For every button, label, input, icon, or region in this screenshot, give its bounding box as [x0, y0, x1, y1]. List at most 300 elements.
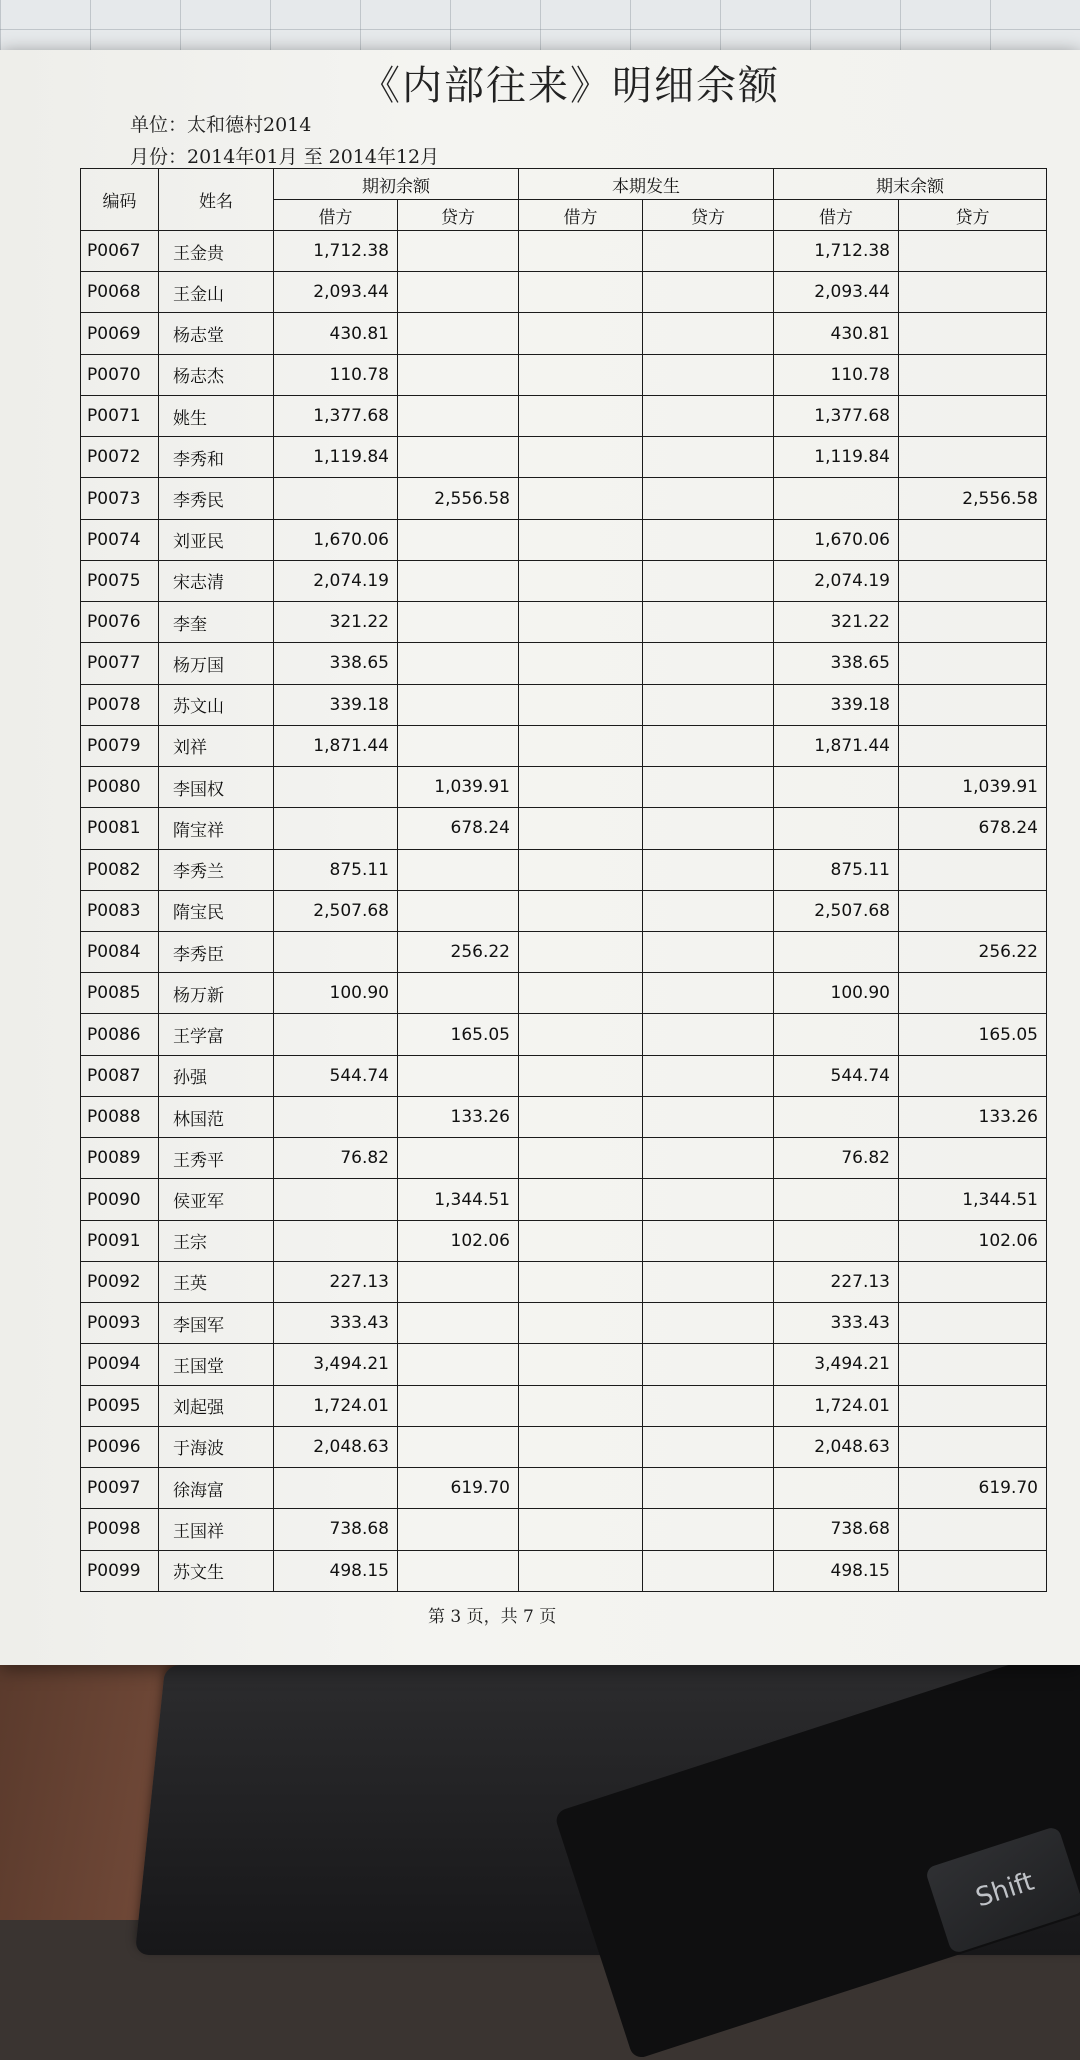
- header-name: 姓名: [159, 169, 274, 231]
- opening-debit-cell: 339.18: [274, 684, 398, 725]
- current-credit-cell: [643, 1426, 774, 1467]
- current-credit-cell: [643, 519, 774, 560]
- closing-debit-cell: 1,712.38: [774, 231, 899, 272]
- document-title: 《内部往来》明细余额: [360, 63, 780, 109]
- opening-credit-cell: [398, 1509, 519, 1550]
- row-name: 王英: [159, 1261, 274, 1302]
- current-credit-cell: [643, 313, 774, 354]
- current-debit-cell: [519, 602, 643, 643]
- opening-debit-cell: 1,377.68: [274, 395, 398, 436]
- row-code: P0068: [81, 272, 159, 313]
- row-code: P0091: [81, 1220, 159, 1261]
- row-name: 王国堂: [159, 1344, 274, 1385]
- opening-debit-cell: [274, 1179, 398, 1220]
- opening-credit-cell: [398, 602, 519, 643]
- row-name: 李秀和: [159, 437, 274, 478]
- opening-credit-cell: 133.26: [398, 1096, 519, 1137]
- current-debit-cell: [519, 313, 643, 354]
- current-debit-cell: [519, 1509, 643, 1550]
- opening-credit-cell: [398, 1138, 519, 1179]
- opening-debit-cell: [274, 1014, 398, 1055]
- row-name: 杨志堂: [159, 313, 274, 354]
- opening-debit-cell: 2,048.63: [274, 1426, 398, 1467]
- table-row: [81, 849, 1047, 890]
- closing-credit-cell: [899, 354, 1047, 395]
- row-name: 李秀臣: [159, 931, 274, 972]
- current-credit-cell: [643, 437, 774, 478]
- row-name: 于海波: [159, 1426, 274, 1467]
- table-row: [81, 478, 1047, 519]
- closing-credit-cell: [899, 1138, 1047, 1179]
- closing-debit-cell: [774, 1468, 899, 1509]
- header-closing-debit: 借方: [774, 200, 899, 231]
- row-code: P0092: [81, 1261, 159, 1302]
- row-code: P0086: [81, 1014, 159, 1055]
- current-credit-cell: [643, 1179, 774, 1220]
- current-debit-cell: [519, 1344, 643, 1385]
- current-debit-cell: [519, 643, 643, 684]
- row-name: 王秀平: [159, 1138, 274, 1179]
- current-credit-cell: [643, 643, 774, 684]
- row-code: P0076: [81, 602, 159, 643]
- period-line: 月份：2014年01月 至 2014年12月: [130, 146, 440, 168]
- closing-debit-cell: 321.22: [774, 602, 899, 643]
- opening-debit-cell: [274, 1468, 398, 1509]
- current-credit-cell: [643, 1261, 774, 1302]
- header-closing-balance: 期末余额: [774, 169, 1047, 200]
- row-name: 李秀民: [159, 478, 274, 519]
- closing-debit-cell: 1,871.44: [774, 725, 899, 766]
- row-name: 刘亚民: [159, 519, 274, 560]
- row-code: P0098: [81, 1509, 159, 1550]
- current-debit-cell: [519, 231, 643, 272]
- opening-debit-cell: [274, 478, 398, 519]
- opening-credit-cell: [398, 1261, 519, 1302]
- closing-debit-cell: 738.68: [774, 1509, 899, 1550]
- row-code: P0079: [81, 725, 159, 766]
- current-credit-cell: [643, 1055, 774, 1096]
- row-code: P0088: [81, 1096, 159, 1137]
- table-row: [81, 684, 1047, 725]
- closing-debit-cell: [774, 478, 899, 519]
- row-name: 刘起强: [159, 1385, 274, 1426]
- table-row: [81, 354, 1047, 395]
- closing-debit-cell: 1,724.01: [774, 1385, 899, 1426]
- row-code: P0089: [81, 1138, 159, 1179]
- table-row: [81, 272, 1047, 313]
- balance-table: [80, 168, 1047, 1592]
- closing-credit-cell: [899, 849, 1047, 890]
- closing-debit-cell: 2,507.68: [774, 890, 899, 931]
- opening-credit-cell: [398, 1550, 519, 1592]
- row-name: 李奎: [159, 602, 274, 643]
- closing-credit-cell: [899, 1303, 1047, 1344]
- table-row: [81, 1014, 1047, 1055]
- closing-debit-cell: 1,119.84: [774, 437, 899, 478]
- opening-credit-cell: [398, 313, 519, 354]
- row-code: P0097: [81, 1468, 159, 1509]
- row-code: P0094: [81, 1344, 159, 1385]
- row-name: 王国祥: [159, 1509, 274, 1550]
- table-row: [81, 1179, 1047, 1220]
- opening-debit-cell: 110.78: [274, 354, 398, 395]
- opening-credit-cell: [398, 1344, 519, 1385]
- closing-debit-cell: 2,074.19: [774, 560, 899, 601]
- row-name: 侯亚军: [159, 1179, 274, 1220]
- opening-debit-cell: 321.22: [274, 602, 398, 643]
- current-credit-cell: [643, 767, 774, 808]
- table-row: [81, 1468, 1047, 1509]
- opening-credit-cell: [398, 849, 519, 890]
- row-code: P0085: [81, 973, 159, 1014]
- current-debit-cell: [519, 1138, 643, 1179]
- opening-debit-cell: 76.82: [274, 1138, 398, 1179]
- closing-debit-cell: 544.74: [774, 1055, 899, 1096]
- table-row: [81, 560, 1047, 601]
- row-code: P0083: [81, 890, 159, 931]
- table-row: [81, 1344, 1047, 1385]
- closing-debit-cell: [774, 1096, 899, 1137]
- current-debit-cell: [519, 1055, 643, 1096]
- header-current-debit: 借方: [519, 200, 643, 231]
- row-code: P0078: [81, 684, 159, 725]
- table-row: [81, 973, 1047, 1014]
- current-credit-cell: [643, 1550, 774, 1592]
- table-row: [81, 1096, 1047, 1137]
- opening-debit-cell: 100.90: [274, 973, 398, 1014]
- row-name: 徐海富: [159, 1468, 274, 1509]
- row-code: P0084: [81, 931, 159, 972]
- table-body: [81, 231, 1047, 1592]
- table-row: [81, 1303, 1047, 1344]
- table-row: [81, 313, 1047, 354]
- opening-credit-cell: [398, 1055, 519, 1096]
- row-name: 苏文山: [159, 684, 274, 725]
- closing-debit-cell: [774, 808, 899, 849]
- closing-credit-cell: [899, 643, 1047, 684]
- table-row: [81, 643, 1047, 684]
- opening-debit-cell: 1,712.38: [274, 231, 398, 272]
- opening-credit-cell: [398, 560, 519, 601]
- closing-debit-cell: 3,494.21: [774, 1344, 899, 1385]
- current-credit-cell: [643, 1096, 774, 1137]
- row-code: P0074: [81, 519, 159, 560]
- current-credit-cell: [643, 1220, 774, 1261]
- table-row: [81, 931, 1047, 972]
- current-debit-cell: [519, 354, 643, 395]
- current-credit-cell: [643, 560, 774, 601]
- opening-credit-cell: 1,039.91: [398, 767, 519, 808]
- table-row: [81, 1055, 1047, 1096]
- opening-credit-cell: [398, 1385, 519, 1426]
- current-credit-cell: [643, 684, 774, 725]
- current-debit-cell: [519, 1179, 643, 1220]
- row-name: 孙强: [159, 1055, 274, 1096]
- current-debit-cell: [519, 973, 643, 1014]
- current-credit-cell: [643, 354, 774, 395]
- row-code: P0070: [81, 354, 159, 395]
- closing-credit-cell: [899, 519, 1047, 560]
- closing-credit-cell: [899, 313, 1047, 354]
- opening-debit-cell: [274, 931, 398, 972]
- current-credit-cell: [643, 1509, 774, 1550]
- closing-credit-cell: [899, 560, 1047, 601]
- table-row: [81, 725, 1047, 766]
- closing-debit-cell: 338.65: [774, 643, 899, 684]
- table-row: [81, 1138, 1047, 1179]
- opening-debit-cell: 2,074.19: [274, 560, 398, 601]
- current-debit-cell: [519, 437, 643, 478]
- row-code: P0081: [81, 808, 159, 849]
- closing-credit-cell: [899, 272, 1047, 313]
- row-code: P0071: [81, 395, 159, 436]
- current-debit-cell: [519, 1220, 643, 1261]
- row-name: 杨万新: [159, 973, 274, 1014]
- current-credit-cell: [643, 849, 774, 890]
- opening-credit-cell: [398, 519, 519, 560]
- table-row: [81, 808, 1047, 849]
- current-credit-cell: [643, 890, 774, 931]
- current-debit-cell: [519, 1468, 643, 1509]
- header-opening-debit: 借方: [274, 200, 398, 231]
- current-credit-cell: [643, 395, 774, 436]
- current-debit-cell: [519, 1096, 643, 1137]
- opening-debit-cell: 1,724.01: [274, 1385, 398, 1426]
- header-closing-credit: 贷方: [899, 200, 1047, 231]
- opening-debit-cell: 333.43: [274, 1303, 398, 1344]
- closing-debit-cell: [774, 1220, 899, 1261]
- table-row: [81, 437, 1047, 478]
- closing-credit-cell: [899, 1261, 1047, 1302]
- current-debit-cell: [519, 519, 643, 560]
- current-credit-cell: [643, 478, 774, 519]
- closing-debit-cell: [774, 767, 899, 808]
- table-row: [81, 767, 1047, 808]
- row-name: 王学富: [159, 1014, 274, 1055]
- opening-debit-cell: 498.15: [274, 1550, 398, 1592]
- opening-debit-cell: 1,119.84: [274, 437, 398, 478]
- closing-credit-cell: [899, 973, 1047, 1014]
- opening-credit-cell: 2,556.58: [398, 478, 519, 519]
- row-code: P0095: [81, 1385, 159, 1426]
- current-debit-cell: [519, 1303, 643, 1344]
- header-current-credit: 贷方: [643, 200, 774, 231]
- opening-debit-cell: 1,670.06: [274, 519, 398, 560]
- row-name: 隋宝祥: [159, 808, 274, 849]
- current-debit-cell: [519, 560, 643, 601]
- row-code: P0082: [81, 849, 159, 890]
- closing-debit-cell: 76.82: [774, 1138, 899, 1179]
- row-name: 李国军: [159, 1303, 274, 1344]
- row-code: P0075: [81, 560, 159, 601]
- closing-credit-cell: [899, 1509, 1047, 1550]
- closing-debit-cell: 875.11: [774, 849, 899, 890]
- opening-debit-cell: [274, 767, 398, 808]
- opening-credit-cell: [398, 1426, 519, 1467]
- opening-debit-cell: 875.11: [274, 849, 398, 890]
- closing-debit-cell: 2,048.63: [774, 1426, 899, 1467]
- opening-credit-cell: 1,344.51: [398, 1179, 519, 1220]
- opening-credit-cell: [398, 725, 519, 766]
- opening-debit-cell: 1,871.44: [274, 725, 398, 766]
- opening-credit-cell: 256.22: [398, 931, 519, 972]
- header-opening-balance: 期初余额: [274, 169, 519, 200]
- current-debit-cell: [519, 890, 643, 931]
- table-row: [81, 1220, 1047, 1261]
- header-current-period: 本期发生: [519, 169, 774, 200]
- opening-credit-cell: [398, 395, 519, 436]
- opening-credit-cell: 678.24: [398, 808, 519, 849]
- closing-credit-cell: 2,556.58: [899, 478, 1047, 519]
- opening-credit-cell: [398, 1303, 519, 1344]
- current-debit-cell: [519, 1261, 643, 1302]
- closing-credit-cell: 1,039.91: [899, 767, 1047, 808]
- opening-debit-cell: 227.13: [274, 1261, 398, 1302]
- row-name: 李国权: [159, 767, 274, 808]
- row-code: P0093: [81, 1303, 159, 1344]
- opening-debit-cell: [274, 808, 398, 849]
- table-row: [81, 1550, 1047, 1592]
- current-debit-cell: [519, 1014, 643, 1055]
- closing-credit-cell: [899, 725, 1047, 766]
- opening-debit-cell: 430.81: [274, 313, 398, 354]
- closing-credit-cell: [899, 1385, 1047, 1426]
- current-debit-cell: [519, 725, 643, 766]
- row-name: 宋志清: [159, 560, 274, 601]
- closing-credit-cell: [899, 1550, 1047, 1592]
- opening-debit-cell: 738.68: [274, 1509, 398, 1550]
- current-credit-cell: [643, 1468, 774, 1509]
- header-code: 编码: [81, 169, 159, 231]
- current-debit-cell: [519, 1426, 643, 1467]
- row-name: 杨志杰: [159, 354, 274, 395]
- row-code: P0087: [81, 1055, 159, 1096]
- row-name: 隋宝民: [159, 890, 274, 931]
- current-debit-cell: [519, 1385, 643, 1426]
- opening-credit-cell: [398, 272, 519, 313]
- opening-credit-cell: [398, 890, 519, 931]
- closing-debit-cell: [774, 931, 899, 972]
- closing-debit-cell: 227.13: [774, 1261, 899, 1302]
- row-code: P0099: [81, 1550, 159, 1592]
- current-credit-cell: [643, 725, 774, 766]
- current-credit-cell: [643, 1138, 774, 1179]
- shift-key-label: Shift: [972, 1866, 1038, 1914]
- closing-credit-cell: 619.70: [899, 1468, 1047, 1509]
- table-header-row: [81, 169, 1047, 200]
- opening-debit-cell: [274, 1096, 398, 1137]
- current-debit-cell: [519, 849, 643, 890]
- table-row: [81, 1509, 1047, 1550]
- row-code: P0077: [81, 643, 159, 684]
- opening-credit-cell: [398, 354, 519, 395]
- closing-credit-cell: 256.22: [899, 931, 1047, 972]
- closing-credit-cell: [899, 602, 1047, 643]
- opening-credit-cell: [398, 684, 519, 725]
- row-code: P0072: [81, 437, 159, 478]
- opening-credit-cell: 102.06: [398, 1220, 519, 1261]
- row-name: 林国范: [159, 1096, 274, 1137]
- closing-credit-cell: [899, 395, 1047, 436]
- current-credit-cell: [643, 602, 774, 643]
- current-debit-cell: [519, 1550, 643, 1592]
- row-name: 杨万国: [159, 643, 274, 684]
- table-row: [81, 1385, 1047, 1426]
- current-debit-cell: [519, 272, 643, 313]
- row-name: 姚生: [159, 395, 274, 436]
- table-row: [81, 890, 1047, 931]
- closing-credit-cell: [899, 437, 1047, 478]
- current-debit-cell: [519, 767, 643, 808]
- opening-credit-cell: 619.70: [398, 1468, 519, 1509]
- closing-debit-cell: [774, 1014, 899, 1055]
- closing-credit-cell: 165.05: [899, 1014, 1047, 1055]
- table-row: [81, 519, 1047, 560]
- closing-debit-cell: 339.18: [774, 684, 899, 725]
- row-name: 李秀兰: [159, 849, 274, 890]
- current-credit-cell: [643, 973, 774, 1014]
- closing-debit-cell: 1,670.06: [774, 519, 899, 560]
- row-code: P0090: [81, 1179, 159, 1220]
- table-row: [81, 602, 1047, 643]
- opening-debit-cell: 2,507.68: [274, 890, 398, 931]
- closing-credit-cell: [899, 890, 1047, 931]
- opening-credit-cell: [398, 643, 519, 684]
- closing-debit-cell: 100.90: [774, 973, 899, 1014]
- current-credit-cell: [643, 1344, 774, 1385]
- row-code: P0096: [81, 1426, 159, 1467]
- opening-debit-cell: 544.74: [274, 1055, 398, 1096]
- page-footer: 第 3 页，共 7 页: [428, 1607, 557, 1627]
- closing-credit-cell: 1,344.51: [899, 1179, 1047, 1220]
- current-debit-cell: [519, 931, 643, 972]
- row-code: P0073: [81, 478, 159, 519]
- opening-debit-cell: [274, 1220, 398, 1261]
- row-code: P0067: [81, 231, 159, 272]
- opening-debit-cell: 338.65: [274, 643, 398, 684]
- current-debit-cell: [519, 684, 643, 725]
- row-code: P0080: [81, 767, 159, 808]
- closing-credit-cell: 102.06: [899, 1220, 1047, 1261]
- current-credit-cell: [643, 1303, 774, 1344]
- current-debit-cell: [519, 478, 643, 519]
- closing-credit-cell: 133.26: [899, 1096, 1047, 1137]
- current-credit-cell: [643, 931, 774, 972]
- opening-credit-cell: 165.05: [398, 1014, 519, 1055]
- table-row: [81, 1261, 1047, 1302]
- header-opening-credit: 贷方: [398, 200, 519, 231]
- current-credit-cell: [643, 1014, 774, 1055]
- closing-debit-cell: 2,093.44: [774, 272, 899, 313]
- closing-credit-cell: [899, 1426, 1047, 1467]
- row-name: 王金贵: [159, 231, 274, 272]
- current-credit-cell: [643, 231, 774, 272]
- row-code: P0069: [81, 313, 159, 354]
- closing-debit-cell: 1,377.68: [774, 395, 899, 436]
- row-name: 王宗: [159, 1220, 274, 1261]
- opening-debit-cell: 2,093.44: [274, 272, 398, 313]
- closing-credit-cell: 678.24: [899, 808, 1047, 849]
- closing-credit-cell: [899, 1055, 1047, 1096]
- closing-debit-cell: [774, 1179, 899, 1220]
- table-row: [81, 395, 1047, 436]
- opening-debit-cell: 3,494.21: [274, 1344, 398, 1385]
- row-name: 王金山: [159, 272, 274, 313]
- row-name: 刘祥: [159, 725, 274, 766]
- closing-credit-cell: [899, 231, 1047, 272]
- opening-credit-cell: [398, 231, 519, 272]
- current-credit-cell: [643, 808, 774, 849]
